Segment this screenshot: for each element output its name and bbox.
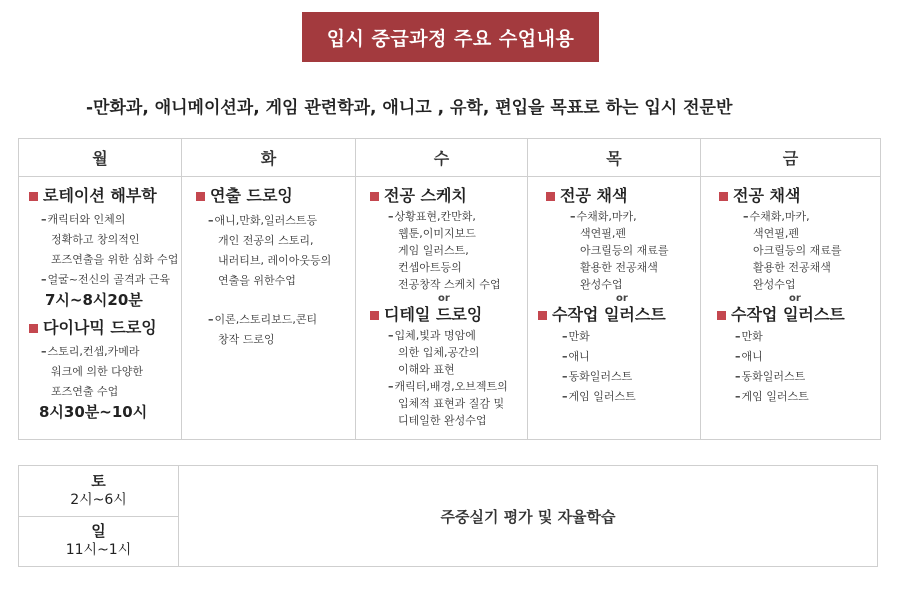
or-separator: or (789, 293, 801, 304)
list-item: 연출을 위한수업 (218, 274, 296, 287)
square-bullet-icon (370, 311, 379, 320)
list-item: – 얼굴~전신의 골격과 근육 (41, 270, 181, 290)
list-item: – 수채화,마카, (743, 208, 880, 225)
list-item: – 상황표현,칸만화, (388, 208, 527, 225)
cell-mon (19, 177, 182, 439)
weekend-schedule-table (18, 465, 878, 567)
list-item: 입체적 표현과 질감 및 (398, 397, 505, 410)
list-item: 개인 전공의 스토리, (218, 234, 314, 247)
list-item: – 수채화,마카, (570, 208, 700, 225)
square-bullet-icon (29, 324, 38, 333)
cell-tue (182, 177, 356, 439)
list-item: 활용한 전공채색 (753, 261, 831, 274)
list-item: 색연필,펜 (580, 227, 627, 240)
section-title: 전공 채색 (546, 185, 700, 207)
header-thu: 목 (528, 139, 701, 177)
square-bullet-icon (196, 192, 205, 201)
list-item: 내러티브, 레이아웃등의 (218, 254, 332, 267)
list-item: 워크에 의한 다양한 (51, 365, 144, 378)
header-wed: 수 (356, 139, 528, 177)
section-title: 디테일 드로잉 (370, 304, 527, 326)
saturday-label: 토 (91, 471, 106, 490)
weekend-content: 주중실기 평가 및 자율학습 (440, 507, 616, 526)
list-item: 웹툰,이미지보드 (398, 227, 476, 240)
list-item: – 게임 일러스트 (735, 387, 880, 407)
sunday-label: 일 (91, 522, 106, 541)
list-item: – 동화일러스트 (562, 367, 700, 387)
list-item: 이해와 표현 (398, 363, 455, 376)
saturday-time: 2시~6시 (70, 491, 127, 508)
list-item: – 이론,스토리보드,콘티 (208, 310, 355, 330)
list-item: 게임 일러스트, (398, 244, 469, 257)
list-item: – 캐릭터,배경,오브젝트의 (388, 378, 527, 395)
section-title: 연출 드로잉 (196, 185, 355, 207)
section-title: 수작업 일러스트 (717, 304, 880, 326)
square-bullet-icon (370, 192, 379, 201)
list-item: 아크릴등의 재료를 (580, 244, 669, 257)
saturday-cell (19, 466, 178, 516)
sunday-cell (19, 516, 178, 567)
list-item: 색연필,펜 (753, 227, 800, 240)
section-title: 로테이션 해부학 (29, 185, 181, 207)
header-fri: 금 (701, 139, 880, 177)
square-bullet-icon (719, 192, 728, 201)
time-label: 8시30분~10시 (39, 403, 148, 421)
header-mon: 월 (19, 139, 182, 177)
list-item: – 애니 (735, 347, 880, 367)
list-item: – 게임 일러스트 (562, 387, 700, 407)
cell-fri (701, 177, 880, 439)
list-item: 컨셉아트등의 (398, 261, 462, 274)
or-separator: or (438, 293, 450, 304)
list-item: 전공창작 스케치 수업 (398, 278, 501, 291)
cell-wed (356, 177, 528, 439)
list-item: – 입체,빛과 명암에 (388, 327, 527, 344)
list-item: 포즈연출을 위한 심화 수업 (51, 253, 179, 266)
list-item: 완성수업 (580, 278, 623, 291)
list-item: 활용한 전공채색 (580, 261, 658, 274)
square-bullet-icon (546, 192, 555, 201)
square-bullet-icon (717, 311, 726, 320)
list-item: 창작 드로잉 (218, 333, 275, 346)
list-item: – 애니,만화,일러스트등 (208, 211, 355, 231)
list-item: 디테일한 완성수업 (398, 414, 487, 427)
weekend-days (19, 466, 179, 566)
section-title: 다이나믹 드로잉 (29, 317, 181, 339)
section-title: 전공 채색 (719, 185, 880, 207)
list-item: 아크릴등의 재료를 (753, 244, 842, 257)
section-title: 전공 스케치 (370, 185, 527, 207)
list-item: – 만화 (735, 327, 880, 347)
time-label: 7시~8시20분 (45, 291, 143, 309)
square-bullet-icon (29, 192, 38, 201)
weekday-schedule-table (18, 138, 881, 440)
square-bullet-icon (538, 311, 547, 320)
page-subtitle: -만화과, 애니메이션과, 게임 관련학과, 애니고 , 유학, 편입을 목표로 하는 입시 전문반 (86, 98, 733, 118)
list-item: 포즈연출 수업 (51, 385, 119, 398)
list-item: 완성수업 (753, 278, 796, 291)
page-title: 입시 중급과정 주요 수업내용 (302, 12, 599, 62)
list-item: 정확하고 창의적인 (51, 233, 140, 246)
cell-thu (528, 177, 701, 439)
list-item: 의한 입체,공간의 (398, 346, 480, 359)
list-item: – 캐릭터와 인체의 (41, 210, 181, 230)
or-separator: or (616, 293, 628, 304)
list-item: – 스토리,컨셉,카메라 (41, 342, 181, 362)
header-tue: 화 (182, 139, 356, 177)
list-item: – 동화일러스트 (735, 367, 880, 387)
list-item: – 애니 (562, 347, 700, 367)
section-title: 수작업 일러스트 (538, 304, 700, 326)
sunday-time: 11시~1시 (65, 542, 132, 559)
list-item: – 만화 (562, 327, 700, 347)
